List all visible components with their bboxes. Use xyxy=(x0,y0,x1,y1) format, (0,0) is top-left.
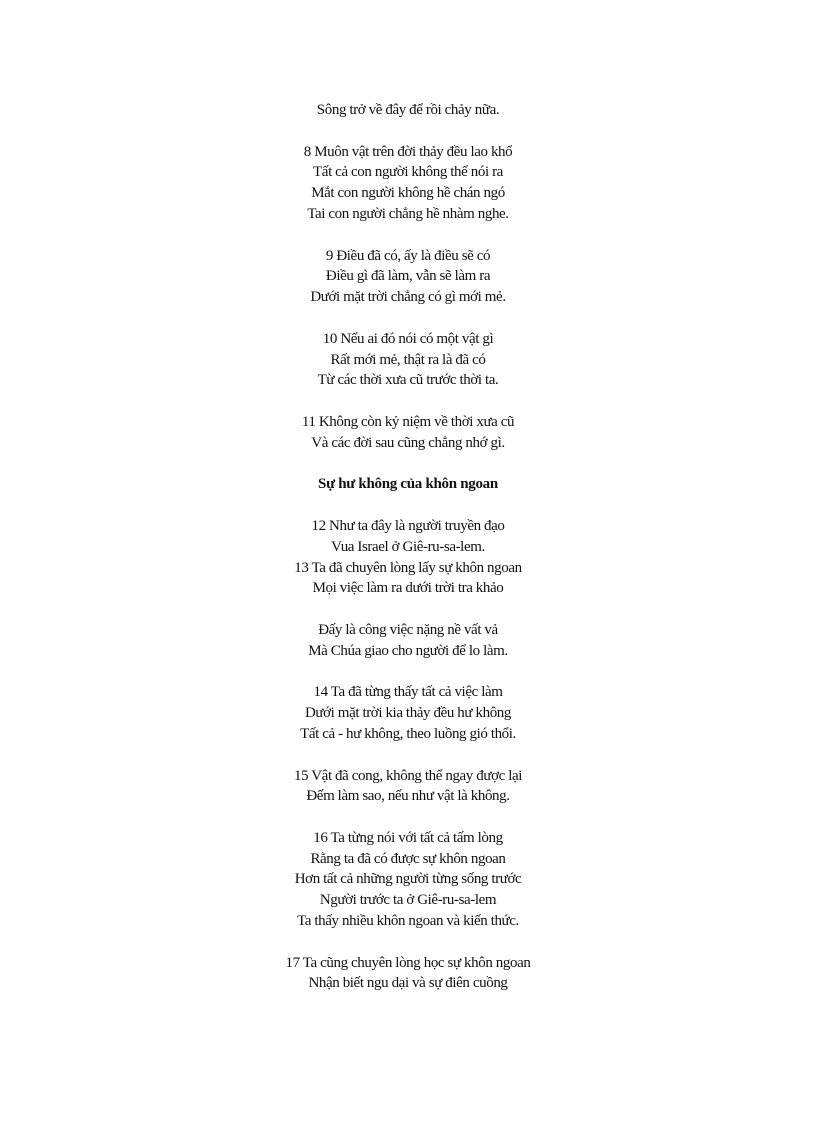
verse-stanza xyxy=(0,953,816,995)
verse-line: Hơn tất cả những người từng sống trước xyxy=(294,871,522,888)
verse-line: 9 Điều đã có, ấy là điều sẽ có xyxy=(325,247,491,264)
verse-line: Mắt con người không hề chán ngó xyxy=(311,185,505,202)
verse-stanza xyxy=(0,516,816,558)
verse-stanza xyxy=(0,682,816,744)
section-heading: Sự hư không của khôn ngoan xyxy=(318,476,498,493)
verse-stanza xyxy=(0,828,816,932)
verse-line: Dưới mặt trời chẳng có gì mới mẻ. xyxy=(310,289,506,306)
verse-line: 12 Như ta đây là người truyền đạo xyxy=(311,517,505,534)
verse-line: Mọi việc làm ra dưới trời tra khảo xyxy=(312,580,504,597)
verse-line: Tất cả con người không thể nói ra xyxy=(313,164,503,181)
verse-line: Rất mới mẻ, thật ra là đã có xyxy=(330,351,486,368)
verse-line: 8 Muôn vật trên đời thảy đều lao khổ xyxy=(303,143,513,160)
verse-line: Ta thấy nhiều khôn ngoan và kiến thức. xyxy=(297,913,519,930)
verse-line: Tất cả - hư không, theo luồng gió thổi. xyxy=(300,725,516,742)
verse-line: 17 Ta cũng chuyên lòng học sự khôn ngoan xyxy=(285,954,531,971)
verse-line: 14 Ta đã từng thấy tất cả việc làm xyxy=(313,684,503,701)
verse-line: Đếm làm sao, nếu như vật là không. xyxy=(306,788,510,805)
verse-line: Rằng ta đã có được sự khôn ngoan xyxy=(310,850,506,867)
verse-stanza xyxy=(0,558,816,600)
verse-line: Người trước ta ở Giê-ru-sa-lem xyxy=(319,892,497,909)
verse-line: Và các đời sau cũng chẳng nhớ gì. xyxy=(311,434,505,451)
verse-stanza xyxy=(0,329,816,391)
verse-line: 13 Ta đã chuyên lòng lấy sự khôn ngoan xyxy=(294,559,522,576)
verse-stanza xyxy=(0,100,816,121)
document-page xyxy=(0,100,816,994)
verse-line: Mà Chúa giao cho người để lo làm. xyxy=(308,642,508,659)
verse-stanza xyxy=(0,412,816,454)
verse-line: Sông trở về đây để rồi chảy nữa. xyxy=(316,102,500,118)
verse-line: 15 Vật đã cong, không thể ngay được lại xyxy=(293,767,523,784)
verse-line: Nhận biết ngu dại và sự điên cuồng xyxy=(308,975,508,992)
verse-stanza xyxy=(0,142,816,225)
verse-stanza xyxy=(0,766,816,808)
verse-line: Đấy là công việc nặng nề vất vả xyxy=(318,621,498,638)
verse-line: Dưới mặt trời kia thảy đều hư không xyxy=(304,705,511,722)
verse-line: 16 Ta từng nói với tất cả tấm lòng xyxy=(313,829,503,846)
verse-line: 10 Nếu ai đó nói có một vật gì xyxy=(322,330,494,347)
verse-line: 11 Không còn kỷ niệm về thời xưa cũ xyxy=(301,413,515,430)
verse-line: Từ các thời xưa cũ trước thời ta. xyxy=(317,372,499,389)
verse-line: Điều gì đã làm, vẫn sẽ làm ra xyxy=(325,268,491,285)
verse-line: Vua Israel ở Giê-ru-sa-lem. xyxy=(331,538,485,555)
verse-stanza xyxy=(0,246,816,308)
verse-stanza xyxy=(0,620,816,662)
verse-line: Tai con người chẳng hề nhàm nghe. xyxy=(307,205,509,222)
